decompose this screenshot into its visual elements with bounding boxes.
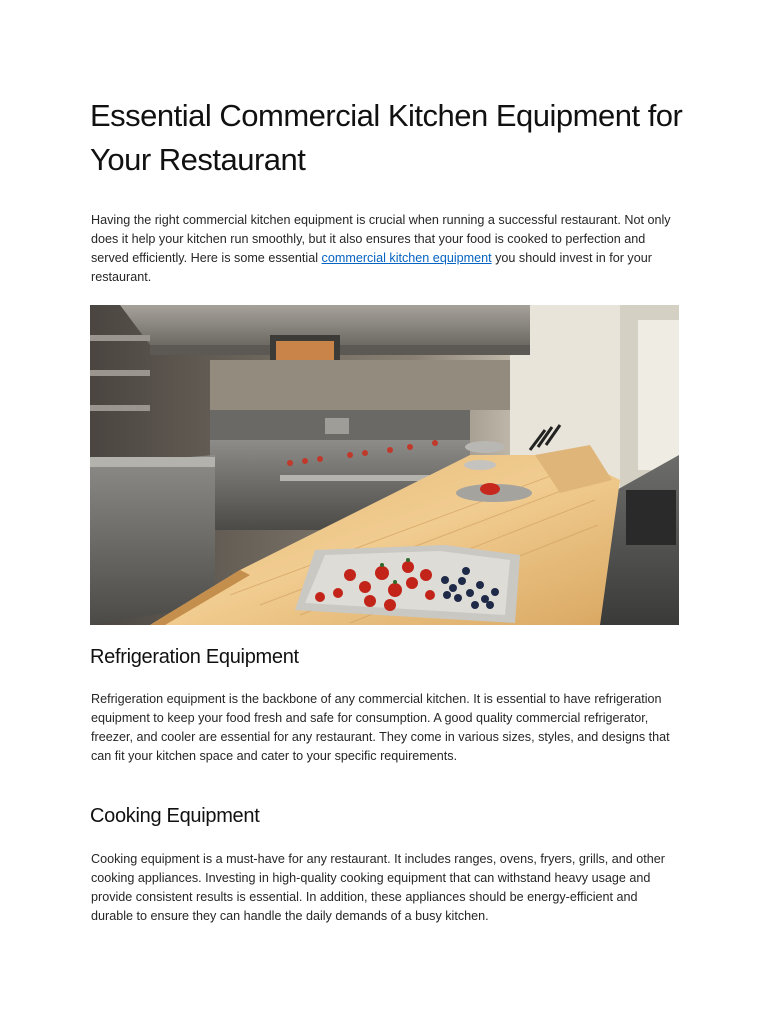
section-body-cooking: Cooking equipment is a must-have for any restaurant. It includes ranges, ovens, fryers, grills, and other cooking appliances. Investing in high-quality cooking equipment that can withstand heavy usage and provide consistent results is essential. In addition, these appliances should be energy-efficient and durable to ensure they can handle the daily demands of a busy kitchen. (91, 852, 665, 923)
commercial-kitchen-equipment-link[interactable]: commercial kitchen equipment (321, 251, 492, 265)
page-title: Essential Commercial Kitchen Equipment for Your Restaurant (90, 98, 683, 177)
section-body-refrigeration: Refrigeration equipment is the backbone of any commercial kitchen. It is essential to have refrigeration equipment to keep your food fresh and safe for consumption. A good quality commercial refrigerator, freezer, and cooler are essential for any restaurant. They come in various sizes, styles, and designs that can fit your kitchen space and cater to your specific requirements. (91, 692, 670, 763)
intro-paragraph (91, 211, 681, 287)
intro-text-end: you should invest in for your restaurant. (91, 251, 652, 284)
section-heading-refrigeration: Refrigeration Equipment (90, 646, 299, 668)
section-heading-cooking: Cooking Equipment (90, 805, 260, 827)
kitchen-photo (90, 305, 679, 625)
intro-text-start: Having the right commercial kitchen equipment is crucial when running a successful restaurant. Not only does it help your kitchen run smoothly, but it also ensures that your food is cooked to perfection and served efficiently. Here is some essential (91, 213, 671, 265)
